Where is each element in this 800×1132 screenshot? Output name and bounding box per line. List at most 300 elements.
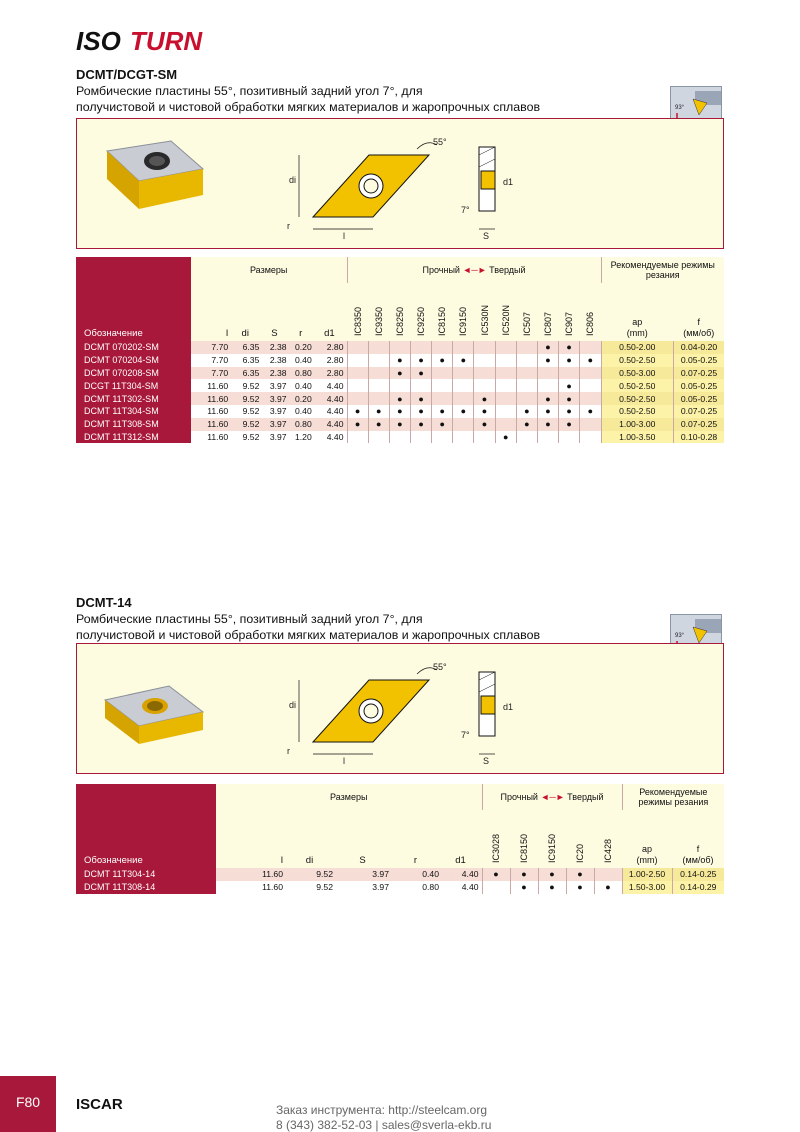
brand-turn: TURN [130, 28, 203, 54]
row-grade-mark [474, 354, 495, 367]
dim-col-header: d1 [442, 810, 482, 868]
toolholder-approach-2: 93° [675, 633, 685, 639]
dim-l-label: l [343, 231, 345, 241]
grade-tough-label: Прочный [422, 265, 460, 275]
row-grade-mark: ● [389, 392, 410, 405]
row-grade-mark: ● [516, 405, 537, 418]
row-grade-mark [347, 341, 368, 354]
dim-col-header: di [231, 283, 262, 341]
row-dim-value: 11.60 [216, 881, 286, 894]
grade-col-cell [389, 283, 410, 341]
row-grade-mark [347, 431, 368, 444]
f-unit: (мм/об) [682, 855, 714, 865]
row-grade-mark [495, 392, 516, 405]
row-grade-mark: ● [537, 354, 558, 367]
dim-col-header: S [262, 283, 289, 341]
row-grade-mark [580, 392, 601, 405]
insert-top-view-drawing-2 [277, 650, 477, 777]
row-dim-value: 2.80 [315, 354, 347, 367]
row-f-value: 0.05-0.25 [674, 379, 724, 392]
row-designation: DCMT 070208-SM [76, 367, 191, 380]
row-grade-mark: ● [410, 418, 431, 431]
row-grade-mark [453, 418, 474, 431]
row-grade-mark: ● [410, 405, 431, 418]
grade-col-header: IC530N [479, 305, 490, 336]
row-dim-value: 11.60 [191, 418, 231, 431]
row-grade-mark [482, 881, 510, 894]
row-grade-mark [432, 431, 453, 444]
row-f-value: 0.07-0.25 [674, 405, 724, 418]
row-grade-mark: ● [495, 431, 516, 444]
dim-d1-label: d1 [503, 177, 514, 187]
row-grade-mark [474, 379, 495, 392]
table-row [76, 405, 724, 418]
row-grade-mark: ● [559, 392, 580, 405]
row-f-value: 0.07-0.25 [674, 418, 724, 431]
table-row [76, 881, 724, 894]
row-grade-mark [347, 379, 368, 392]
row-dim-value: 2.80 [315, 367, 347, 380]
row-grade-mark [432, 379, 453, 392]
row-dim-value: 4.40 [315, 392, 347, 405]
f-label: f [697, 317, 701, 327]
row-grade-mark [432, 392, 453, 405]
ap-label: ap [632, 317, 643, 327]
row-grade-mark: ● [347, 405, 368, 418]
row-grade-mark: ● [410, 392, 431, 405]
section2-title: DCMT-14 [76, 595, 132, 610]
row-dim-value: 9.52 [231, 431, 262, 444]
row-grade-mark [516, 379, 537, 392]
row-grade-mark [368, 354, 389, 367]
row-grade-mark [495, 354, 516, 367]
grade-col-header: IC9250 [416, 306, 427, 336]
row-ap-value: 0.50-2.00 [601, 341, 674, 354]
grade-col-cell [516, 283, 537, 341]
row-designation: DCMT 11T308-SM [76, 418, 191, 431]
section1-spec-table [76, 257, 724, 443]
row-dim-value: 11.60 [191, 379, 231, 392]
row-grade-mark: ● [537, 392, 558, 405]
row-grade-mark: ● [347, 418, 368, 431]
row-grade-mark: ● [594, 881, 622, 894]
f-col-header [674, 283, 724, 341]
row-dim-value: 6.35 [231, 341, 262, 354]
grade-col-header: IC3028 [491, 833, 502, 863]
row-dim-value: 0.80 [290, 418, 315, 431]
row-grade-mark [516, 367, 537, 380]
row-dim-value: 4.40 [315, 405, 347, 418]
row-grade-mark [495, 418, 516, 431]
ap-unit: (mm) [626, 328, 648, 338]
row-ap-value: 1.50-3.00 [622, 881, 672, 894]
row-grade-mark: ● [482, 868, 510, 881]
row-grade-mark [594, 868, 622, 881]
toolholder-approach: 93° [675, 105, 685, 111]
insert-side-view-drawing-2 [461, 662, 541, 771]
row-dim-value: 4.40 [442, 881, 482, 894]
section2-description [76, 611, 636, 643]
dim-col-header: d1 [315, 283, 347, 341]
row-grade-mark [368, 367, 389, 380]
row-grade-mark [410, 341, 431, 354]
dim-di-label: di [289, 175, 297, 185]
footer-company: ISCAR [76, 1096, 123, 1113]
row-grade-mark [495, 341, 516, 354]
grade-col-header: IC428 [603, 838, 614, 863]
row-dim-value: 2.80 [315, 341, 347, 354]
row-f-value: 0.05-0.25 [674, 354, 724, 367]
row-grade-mark: ● [537, 418, 558, 431]
row-grade-mark: ● [432, 405, 453, 418]
row-designation: DCMT 11T304-SM [76, 405, 191, 418]
row-f-value: 0.10-0.28 [674, 431, 724, 444]
row-grade-mark [516, 392, 537, 405]
row-grade-mark [389, 341, 410, 354]
grade-col-header: IC507 [521, 311, 532, 336]
row-grade-mark: ● [432, 418, 453, 431]
brand-logo [76, 28, 216, 54]
grade-col-header: IC9150 [458, 306, 469, 336]
row-grade-mark: ● [368, 418, 389, 431]
row-ap-value: 1.00-2.50 [622, 868, 672, 881]
grade-col-cell [368, 283, 389, 341]
grade-col-header: IC9350 [373, 306, 384, 336]
row-dim-value: 9.52 [231, 418, 262, 431]
row-dim-value: 11.60 [191, 392, 231, 405]
row-grade-mark [453, 379, 474, 392]
designation-header: Обозначение [76, 257, 191, 341]
row-grade-mark [368, 392, 389, 405]
designation-header-2: Обозначение [76, 784, 216, 868]
row-dim-value: 4.40 [315, 379, 347, 392]
row-grade-mark [432, 367, 453, 380]
row-grade-mark [516, 341, 537, 354]
row-dim-value: 9.52 [231, 392, 262, 405]
row-grade-mark [559, 367, 580, 380]
dim-col-header: di [286, 810, 336, 868]
f-col-header [672, 810, 724, 868]
grade-col-header: IC806 [585, 311, 596, 336]
arrow-icon-2: ◄─► [540, 792, 568, 802]
row-dim-value: 2.38 [262, 354, 289, 367]
row-dim-value: 0.40 [392, 868, 442, 881]
row-dim-value: 2.38 [262, 367, 289, 380]
grade-hard-label-2: Твердый [567, 792, 604, 802]
row-grade-mark [474, 341, 495, 354]
table-row [76, 418, 724, 431]
dim-col-header: r [392, 810, 442, 868]
row-dim-value: 3.97 [336, 868, 392, 881]
row-grade-mark [516, 431, 537, 444]
grade-col-header: IC8150 [437, 306, 448, 336]
row-dim-value: 3.97 [262, 418, 289, 431]
row-designation: DCGT 11T304-SM [76, 379, 191, 392]
row-grade-mark: ● [510, 868, 538, 881]
row-dim-value: 1.20 [290, 431, 315, 444]
grade-col-cell [482, 810, 510, 868]
row-grade-mark: ● [453, 354, 474, 367]
footer-order-line2: 8 (343) 382-52-03 | sales@sverla-ekb.ru [276, 1118, 492, 1132]
row-grade-mark: ● [559, 418, 580, 431]
row-f-value: 0.05-0.25 [674, 392, 724, 405]
row-dim-value: 0.40 [290, 354, 315, 367]
row-grade-mark: ● [453, 405, 474, 418]
row-grade-mark: ● [559, 354, 580, 367]
page-number: F80 [0, 1076, 56, 1132]
sizes-group-header-2: Размеры [216, 784, 482, 810]
ap-label: ap [642, 844, 653, 854]
row-grade-mark: ● [389, 418, 410, 431]
row-dim-value: 0.20 [290, 341, 315, 354]
row-designation: DCMT 11T308-14 [76, 881, 216, 894]
row-grade-mark: ● [537, 341, 558, 354]
dim-r-label-2: r [287, 746, 290, 756]
arrow-icon: ◄─► [462, 265, 490, 275]
grade-col-cell [510, 810, 538, 868]
insert-photo-2 [99, 672, 209, 757]
row-grade-mark: ● [559, 379, 580, 392]
row-grade-mark: ● [389, 367, 410, 380]
row-f-value: 0.14-0.29 [672, 881, 724, 894]
row-grade-mark [368, 431, 389, 444]
grade-col-header: IC8150 [519, 833, 530, 863]
row-designation: DCMT 11T304-14 [76, 868, 216, 881]
clearance-label: 7° [461, 205, 470, 215]
row-dim-value: 7.70 [191, 354, 231, 367]
row-dim-value: 2.38 [262, 341, 289, 354]
ap-unit: (mm) [636, 855, 658, 865]
section1-desc-line2: получистовой и чистовой обработки мягких материалов и жаропрочных сплавов [76, 100, 541, 114]
row-designation: DCMT 11T312-SM [76, 431, 191, 444]
section2-image-panel [76, 643, 724, 774]
row-designation: DCMT 11T302-SM [76, 392, 191, 405]
row-grade-mark [580, 431, 601, 444]
row-grade-mark: ● [566, 868, 594, 881]
section2-desc-line2: получистовой и чистовой обработки мягких материалов и жаропрочных сплавов [76, 628, 541, 642]
angle-label-2: 55° [433, 662, 447, 672]
footer-order-line1: Заказ инструмента: http://steelcam.org [276, 1103, 488, 1117]
grades-group-header [347, 257, 601, 283]
table-row [76, 392, 724, 405]
section1-desc-line1: Ромбические пластины 55°, позитивный задний угол 7°, для [76, 84, 423, 98]
grade-col-header: IC9150 [547, 833, 558, 863]
grade-col-header: IC8250 [394, 306, 405, 336]
row-dim-value: 9.52 [286, 881, 336, 894]
row-grade-mark [453, 431, 474, 444]
dim-d1-label-2: d1 [503, 702, 514, 712]
row-f-value: 0.14-0.25 [672, 868, 724, 881]
section1-image-panel [76, 118, 724, 249]
row-dim-value: 0.40 [290, 405, 315, 418]
row-ap-value: 0.50-2.50 [601, 379, 674, 392]
row-f-value: 0.04-0.20 [674, 341, 724, 354]
row-designation: DCMT 070204-SM [76, 354, 191, 367]
row-grade-mark: ● [474, 392, 495, 405]
f-label: f [696, 844, 700, 854]
row-grade-mark: ● [516, 418, 537, 431]
row-grade-mark [453, 392, 474, 405]
dim-col-header: l [191, 283, 231, 341]
table-row [76, 341, 724, 354]
row-grade-mark [389, 379, 410, 392]
row-grade-mark [368, 379, 389, 392]
dim-s-label-2: S [483, 756, 490, 766]
table-row [76, 367, 724, 380]
row-dim-value: 11.60 [216, 868, 286, 881]
row-grade-mark [516, 354, 537, 367]
row-grade-mark [495, 379, 516, 392]
row-dim-value: 9.52 [231, 379, 262, 392]
grade-col-cell [537, 283, 558, 341]
row-grade-mark [537, 379, 558, 392]
row-ap-value: 0.50-2.50 [601, 405, 674, 418]
dim-l-label-2: l [343, 756, 345, 766]
row-grade-mark [495, 405, 516, 418]
row-dim-value: 7.70 [191, 367, 231, 380]
row-dim-value: 3.97 [262, 379, 289, 392]
ap-col-header [622, 810, 672, 868]
row-grade-mark [432, 341, 453, 354]
row-grade-mark [347, 354, 368, 367]
insert-photo [99, 131, 209, 226]
clearance-label-2: 7° [461, 730, 470, 740]
row-dim-value: 3.97 [262, 431, 289, 444]
row-grade-mark: ● [580, 354, 601, 367]
section1-description [76, 83, 636, 115]
grade-col-header: IC807 [542, 311, 553, 336]
dim-col-header: S [336, 810, 392, 868]
dim-col-header: r [290, 283, 315, 341]
row-grade-mark [368, 341, 389, 354]
grade-col-header: IC20 [575, 843, 586, 863]
row-dim-value: 6.35 [231, 367, 262, 380]
grade-hard-label: Твердый [489, 265, 526, 275]
table-row [76, 431, 724, 444]
table-row [76, 354, 724, 367]
row-grade-mark: ● [559, 341, 580, 354]
row-grade-mark: ● [510, 881, 538, 894]
conditions-group-header-2: Рекомендуемые режимы резания [622, 784, 724, 810]
grade-col-header: IC8350 [352, 306, 363, 336]
grade-col-cell [538, 810, 566, 868]
row-dim-value: 4.40 [315, 431, 347, 444]
row-dim-value: 3.97 [336, 881, 392, 894]
row-ap-value: 0.50-3.00 [601, 367, 674, 380]
row-designation: DCMT 070202-SM [76, 341, 191, 354]
row-grade-mark [559, 431, 580, 444]
ap-col-header [601, 283, 674, 341]
dim-col-header: l [216, 810, 286, 868]
grade-col-cell [580, 283, 601, 341]
row-dim-value: 4.40 [315, 418, 347, 431]
row-dim-value: 3.97 [262, 392, 289, 405]
row-grade-mark: ● [566, 881, 594, 894]
row-grade-mark [537, 431, 558, 444]
dim-di-label-2: di [289, 700, 297, 710]
row-ap-value: 1.00-3.50 [601, 431, 674, 444]
grade-col-cell [566, 810, 594, 868]
row-dim-value: 0.80 [392, 881, 442, 894]
row-dim-value: 6.35 [231, 354, 262, 367]
grade-tough-label-2: Прочный [500, 792, 538, 802]
row-dim-value: 9.52 [231, 405, 262, 418]
row-dim-value: 0.40 [290, 379, 315, 392]
conditions-group-header: Рекомендуемые режимы резания [601, 257, 724, 283]
row-grade-mark: ● [432, 354, 453, 367]
section1-title: DCMT/DCGT-SM [76, 67, 178, 82]
row-grade-mark [495, 367, 516, 380]
row-ap-value: 1.00-3.00 [601, 418, 674, 431]
row-grade-mark: ● [474, 405, 495, 418]
footer-order-info [276, 1103, 491, 1132]
row-dim-value: 11.60 [191, 431, 231, 444]
grade-col-cell [474, 283, 495, 341]
row-grade-mark [537, 367, 558, 380]
row-grade-mark: ● [368, 405, 389, 418]
grade-col-cell [559, 283, 580, 341]
row-grade-mark: ● [580, 405, 601, 418]
row-grade-mark [474, 431, 495, 444]
row-grade-mark [580, 341, 601, 354]
section2-desc-line1: Ромбические пластины 55°, позитивный задний угол 7°, для [76, 612, 423, 626]
row-grade-mark: ● [538, 881, 566, 894]
grade-col-cell [453, 283, 474, 341]
row-dim-value: 11.60 [191, 405, 231, 418]
grade-col-cell [594, 810, 622, 868]
row-grade-mark [410, 431, 431, 444]
row-grade-mark: ● [410, 367, 431, 380]
grades-group-header-2 [482, 784, 622, 810]
grade-col-cell [410, 283, 431, 341]
row-grade-mark [410, 379, 431, 392]
row-grade-mark [580, 379, 601, 392]
row-grade-mark: ● [538, 868, 566, 881]
row-grade-mark [580, 367, 601, 380]
grade-col-cell [432, 283, 453, 341]
row-grade-mark: ● [559, 405, 580, 418]
row-dim-value: 3.97 [262, 405, 289, 418]
row-grade-mark [347, 392, 368, 405]
dim-r-label: r [287, 221, 290, 231]
row-dim-value: 4.40 [442, 868, 482, 881]
sizes-group-header: Размеры [191, 257, 347, 283]
dim-s-label: S [483, 231, 490, 241]
grade-col-cell [495, 283, 516, 341]
insert-top-view-drawing [277, 125, 477, 252]
row-grade-mark: ● [389, 354, 410, 367]
row-grade-mark: ● [474, 418, 495, 431]
angle-label: 55° [433, 137, 447, 147]
grade-col-header: IC520N [500, 305, 511, 336]
table-row [76, 868, 724, 881]
insert-side-view-drawing [461, 137, 541, 246]
row-dim-value: 0.80 [290, 367, 315, 380]
row-dim-value: 7.70 [191, 341, 231, 354]
row-dim-value: 0.20 [290, 392, 315, 405]
grade-col-header: IC907 [564, 311, 575, 336]
row-grade-mark: ● [537, 405, 558, 418]
row-grade-mark: ● [389, 405, 410, 418]
row-dim-value: 9.52 [286, 868, 336, 881]
table-row [76, 379, 724, 392]
row-grade-mark [389, 431, 410, 444]
row-ap-value: 0.50-2.50 [601, 354, 674, 367]
section2-spec-table [76, 784, 724, 894]
row-ap-value: 0.50-2.50 [601, 392, 674, 405]
row-f-value: 0.07-0.25 [674, 367, 724, 380]
row-grade-mark [453, 341, 474, 354]
